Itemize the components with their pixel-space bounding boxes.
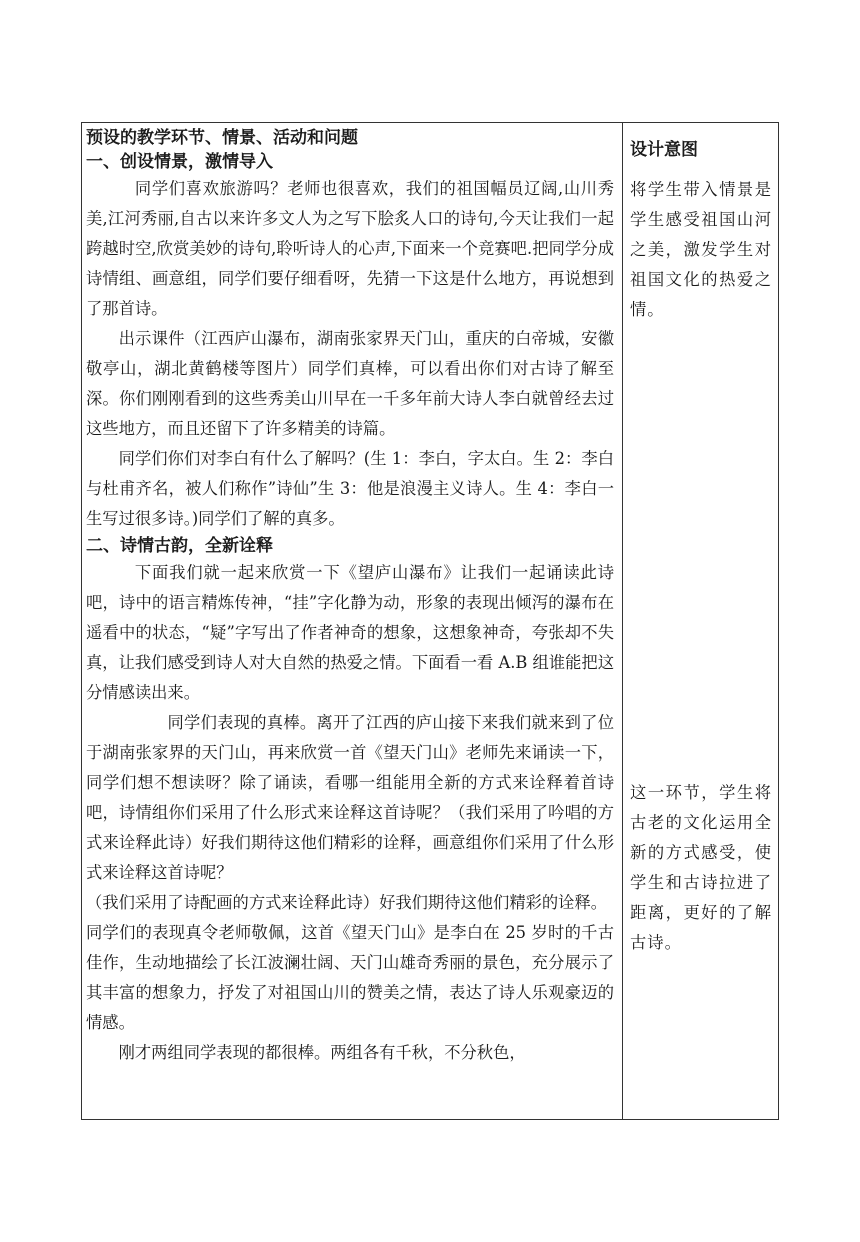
section-2-title: 二、诗情古韵，全新诠释 [86,536,273,556]
section-1-paragraph: 同学们喜欢旅游吗？老师也很喜欢，我们的祖国幅员辽阔,山川秀美,江河秀丽,自古以来许多文人为之写下脍炙人口的诗句,今天让我们一起跨越时空,欣赏美妙的诗句,聆听诗人的心声,下面来一个竞赛吧.把同学分成诗情组、画意组，同学们要仔细看呀，先猜一下这是什么地方，再说想到了那首诗。 [86,179,614,318]
right-column-header: 设计意图 [630,140,698,160]
section-2-paragraph: 下面我们就一起来欣赏一下《望庐山瀑布》让我们一起诵读此诗吧，诗中的语言精炼传神，“挂”字化静为动，形象的表现出倾泻的瀑布在遥看中的状态，“疑”字写出了作者神奇的想象，这想象神奇，夸张却不失真，让我们感受到诗人对大自然的热爱之情。下面看一看 A.B 组谁能把这分情感读出来。 [86,563,614,702]
section-1-title: 一、创设情景，激情导入 [86,152,273,172]
column-divider [622,123,623,1119]
teaching-steps-column [86,126,614,1068]
design-intent-note: 将学生带入情景是学生感受祖国山河之美，激发学生对祖国文化的热爱之情。 [630,180,772,319]
lesson-plan-table [81,122,779,1120]
section-2-paragraph: 同学们的表现真令老师敬佩，这首《望天门山》是李白在 25 岁时的千古佳作，生动地描绘了长江波澜壮阔、天门山雄奇秀丽的景色，充分展示了其丰富的想象力，抒发了对祖国山川的赞美之情，表达了诗人乐观豪迈的情感。 [86,923,614,1032]
section-2-paragraph: 同学们表现的真棒。离开了江西的庐山接下来我们就来到了位于湖南张家界的天门山，再来欣赏一首《望天门山》老师先来诵读一下，同学们想不想读呀？除了诵读，看哪一组能用全新的方式来诠释着首诗吧，诗情组你们采用了什么形式来诠释这首诗呢？（我们采用了吟唱的方式来诠释此诗）好我们期待这他们精彩的诠释，画意组你们采用了什么形式来诠释这首诗呢？ [86,713,614,882]
design-intent-note: 这一环节，学生将古老的文化运用全新的方式感受，使学生和古诗拉进了距离，更好的了解古诗。 [630,783,772,952]
section-1-paragraph: 出示课件（江西庐山瀑布，湖南张家界天门山，重庆的白帝城，安徽敬亭山，湖北黄鹤楼等图片）同学们真棒，可以看出你们对古诗了解至深。你们刚刚看到的这些秀美山川早在一千多年前大诗人李白就曾经去过这些地方，而且还留下了许多精美的诗篇。 [86,329,614,438]
section-1-paragraph: 同学们你们对李白有什么了解吗？(生 1：李白，字太白。生 2：李白与杜甫齐名，被人们称作”诗仙”生 3：他是浪漫主义诗人。生 4：李白一生写过很多诗。)同学们了解的真多。 [86,449,614,528]
section-2-paragraph: 刚才两组同学表现的都很棒。两组各有千秋，不分秋色， [118,1043,526,1062]
left-column-header: 预设的教学环节、情景、活动和问题 [86,128,358,148]
section-2-paragraph: （我们采用了诗配画的方式来诠释此诗）好我们期待这他们精彩的诠释。 [86,893,608,912]
